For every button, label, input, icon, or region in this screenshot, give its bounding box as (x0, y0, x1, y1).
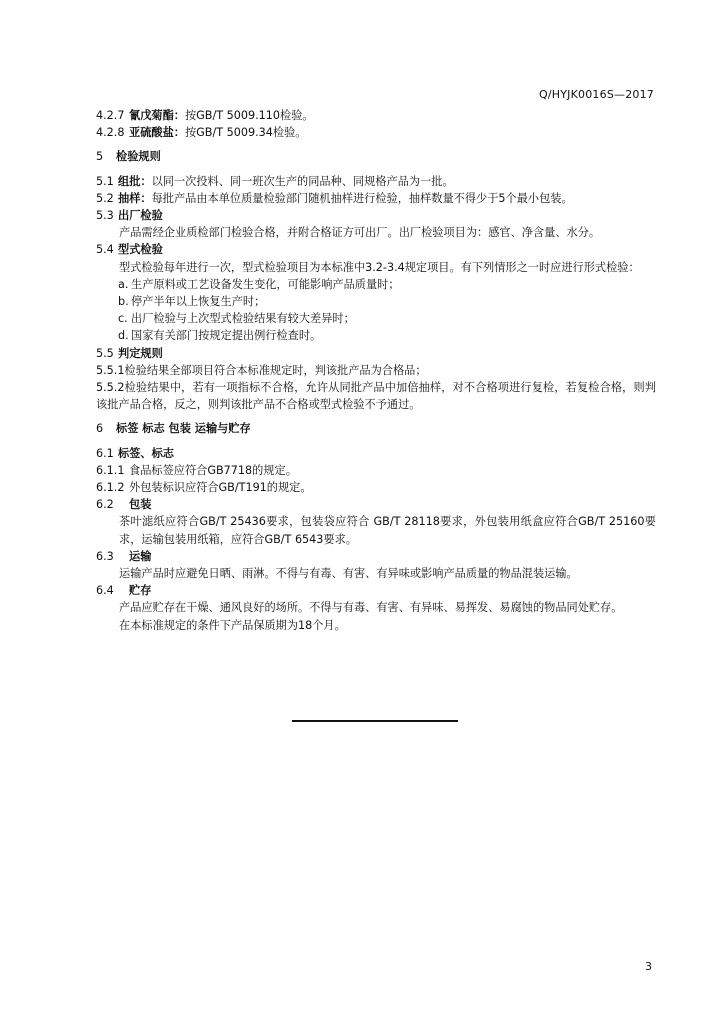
clause-number: 4.2.7 (96, 109, 125, 122)
clause-5-5-1 (96, 362, 656, 379)
page-number: 3 (645, 960, 652, 973)
clause-number: 5.1 (96, 174, 114, 188)
clause-6-2-heading (96, 496, 656, 513)
section-title: 检验规则 (116, 150, 161, 164)
list-text: 生产原料或工艺设备发生变化，可能影响产品质量时； (131, 277, 400, 291)
clause-5-5-heading (96, 345, 656, 362)
clause-4-2-8 (96, 124, 656, 141)
clause-number: 6.1.1 (96, 463, 125, 477)
clause-title: 标签、标志 (118, 446, 174, 460)
clause-name: 组批： (118, 174, 152, 188)
clause-text: 检验结果全部项目符合本标准规定时，判该批产品为合格品； (124, 363, 427, 377)
section-5-heading (96, 148, 656, 165)
section-number: 5 (96, 150, 104, 164)
clause-5-1 (96, 173, 656, 190)
clause-text: 外包装标识应符合GB/T191的规定。 (129, 481, 312, 495)
clause-6-3-paragraph: 运输产品时应避免日晒、雨淋。不得与有毒、有害、有异味或影响产品质量的物品混装运输。 (119, 567, 578, 581)
clause-name: 亚硫酸盐： (129, 126, 185, 140)
clause-title: 贮存 (129, 584, 152, 598)
clause-number: 5.5.2 (96, 381, 125, 395)
clause-text: 食品标签应符合GB7718的规定。 (129, 463, 297, 477)
clause-number: 6.2 (96, 498, 114, 512)
clause-number: 6.3 (96, 549, 114, 563)
clause-6-2-paragraph: 茶叶滤纸应符合GB/T 25436要求，包装袋应符合 GB/T 28118要求，外包装用纸盒应符合GB/T 25160要求，运输包装用纸箱，应符合GB/T 6543要求。 (119, 515, 656, 546)
clause-5-4-paragraph: 型式检验每年进行一次，型式检验项目为本标准中3.2-3.4规定项目。有下列情形之一时应进行形式检验： (119, 260, 640, 274)
list-text: 国家有关部门按规定提出例行检查时。 (131, 329, 322, 343)
clause-5-5-2 (96, 379, 656, 413)
list-item (96, 327, 656, 344)
clause-6-3-heading (96, 548, 656, 565)
clause-5-2 (96, 190, 656, 207)
list-item (96, 276, 656, 293)
clause-name: 抽样： (118, 191, 152, 205)
clause-6-1-heading (96, 445, 656, 462)
clause-4-2-7 (96, 107, 656, 124)
clause-title: 运输 (129, 549, 152, 563)
clause-text: 以同一次投料、同一班次生产的同品种、同规格产品为一批。 (151, 174, 454, 188)
section-6-heading (96, 420, 656, 437)
document-code: Q/HYJK0016S—2017 (539, 88, 654, 101)
section-number: 6 (96, 422, 104, 436)
clause-number: 5.2 (96, 191, 114, 205)
clause-5-4-heading (96, 241, 656, 258)
clause-number: 6.1 (96, 446, 114, 460)
clause-5-3-paragraph: 产品需经企业质检部门检验合格，并附合格证方可出厂。出厂检验项目为：感官、净含量、水分。 (119, 226, 601, 240)
clause-6-4-heading (96, 582, 656, 599)
clause-number: 6.4 (96, 584, 114, 598)
clause-6-1-1 (96, 462, 656, 479)
clause-6-1-2 (96, 479, 656, 496)
list-marker: a. (118, 277, 129, 291)
list-item (96, 310, 656, 327)
list-marker: b. (118, 295, 129, 309)
clause-number: 5.4 (96, 243, 114, 257)
clause-title: 判定规则 (118, 346, 163, 360)
clause-number: 5.5 (96, 346, 114, 360)
list-marker: c. (118, 312, 128, 326)
clause-text: 检验结果中，若有一项指标不合格，允许从同批产品中加倍抽样，对不合格项进行复检，若复检合格，则判该批产品合格，反之，则判该批产品不合格或型式检验不予通过。 (96, 381, 656, 412)
clause-6-4-paragraph: 产品应贮存在干燥、通风良好的场所。不得与有毒、有害、有异味、易挥发、易腐蚀的物品同处贮存。 (119, 601, 623, 615)
clause-title: 包装 (129, 498, 152, 512)
clause-number: 5.5.1 (96, 363, 125, 377)
list-marker: d. (118, 329, 129, 343)
clause-text: 按GB/T 5009.110检验。 (184, 109, 314, 122)
clause-title: 型式检验 (118, 243, 163, 257)
list-item (96, 293, 656, 310)
section-title: 标签 标志 包装 运输与贮存 (116, 422, 251, 436)
list-text: 停产半年以上恢复生产时； (131, 295, 266, 309)
clause-text: 每批产品由本单位质量检验部门随机抽样进行检验，抽样数量不得少于5个最小包装。 (151, 191, 573, 205)
clause-number: 4.2.8 (96, 126, 125, 140)
clause-title: 出厂检验 (118, 209, 163, 223)
clause-5-3-heading (96, 207, 656, 224)
document-body (96, 107, 656, 634)
clause-text: 按GB/T 5009.34检验。 (184, 126, 307, 140)
shelf-life-paragraph: 在本标准规定的条件下产品保质期为18个月。 (119, 618, 346, 632)
list-text: 出厂检验与上次型式检验结果有较大差异时； (131, 312, 355, 326)
end-rule (292, 720, 458, 722)
clause-number: 5.3 (96, 209, 114, 223)
clause-number: 6.1.2 (96, 481, 125, 495)
clause-name: 氰戊菊酯： (129, 109, 185, 122)
